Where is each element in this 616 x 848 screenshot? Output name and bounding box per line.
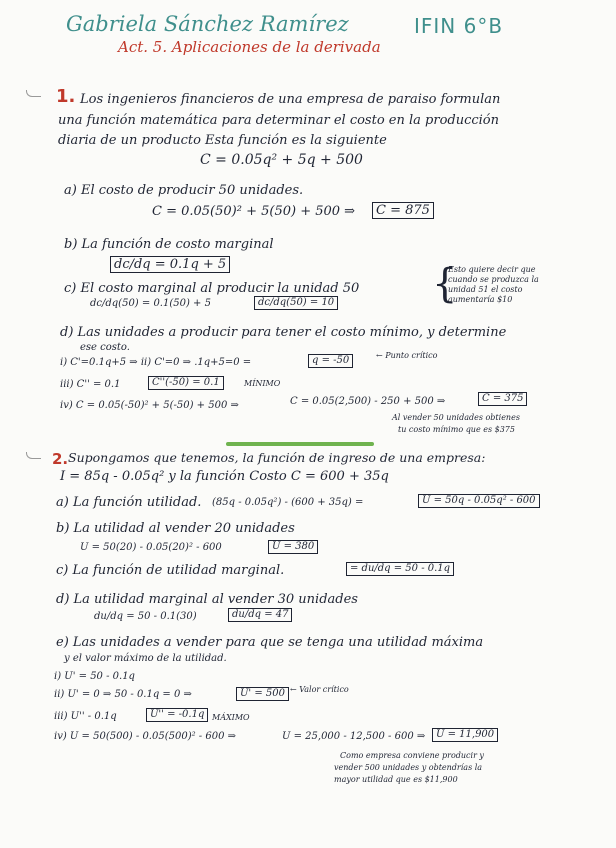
p2-statement: Supongamos que tenemos, la función de ingreso de una empresa: (68, 450, 486, 465)
p2-e-iii: iii) U'' - 0.1q (54, 711, 117, 722)
p2-e-iii-note: MÁXIMO (212, 713, 250, 722)
p2-b-result: U = 380 (268, 540, 318, 554)
p1-d-iii: iii) C'' = 0.1 (60, 379, 121, 390)
p1-d-note-2: tu costo mínimo que es $375 (398, 425, 515, 434)
p1-d-i-note: ← Punto crítico (376, 351, 438, 360)
p1-d-label-2: ese costo. (80, 342, 130, 353)
course-code: IFIN 6°B (414, 14, 504, 38)
p1-statement-line3: diaria de un producto Esta función es la siguiente (58, 133, 387, 148)
p1-c-result: dc/dq(50) = 10 (254, 296, 338, 310)
p1-c-note-4: aumentaría $10 (448, 295, 513, 304)
section-divider (226, 442, 374, 446)
brace: { (432, 261, 458, 307)
p1-c-note-1: Esto quiere decir que (448, 265, 536, 274)
p1-a-work: C = 0.05(50)² + 5(50) + 500 ⇒ (152, 204, 356, 219)
margin-mark (26, 90, 41, 97)
p1-d-iv: iv) C = 0.05(-50)² + 5(-50) + 500 ⇒ (60, 400, 239, 411)
cost-function: C = 0.05q² + 5q + 500 (200, 152, 363, 168)
p1-d-iii-note: MÍNIMO (244, 379, 281, 388)
p1-c-label: c) El costo marginal al producir la unidad 50 (64, 281, 360, 296)
p1-d-iii-box: C''(-50) = 0.1 (148, 376, 224, 390)
p2-e-iv: iv) U = 50(500) - 0.05(500)² - 600 ⇒ (54, 731, 236, 742)
p1-c-note-2: cuando se produzca la (448, 275, 539, 284)
p2-d-result: du/dq = 47 (228, 608, 292, 622)
p2-d-label: d) La utilidad marginal al vender 30 unidades (56, 592, 358, 607)
p2-e-ii-note: ← Valor crítico (290, 685, 349, 694)
p1-a-label: a) El costo de producir 50 unidades. (64, 183, 304, 198)
p2-b-work: U = 50(20) - 0.05(20)² - 600 (80, 542, 222, 553)
p2-a-label: a) La función utilidad. (56, 495, 202, 510)
activity-title: Act. 5. Aplicaciones de la derivada (118, 38, 381, 56)
p2-e-iv-work: U = 25,000 - 12,500 - 600 ⇒ (282, 731, 426, 742)
p1-d-iv-work: C = 0.05(2,500) - 250 + 500 ⇒ (290, 396, 446, 407)
p1-statement-line1: Los ingenieros financieros de una empresa de paraiso formulan (80, 92, 501, 107)
p2-e-iv-result: U = 11,900 (432, 728, 498, 742)
p2-functions: I = 85q - 0.05q² y la función Costo C = 600 + 35q (60, 469, 389, 484)
p2-a-result: U = 50q - 0.05q² - 600 (418, 494, 540, 508)
p2-e-iii-box: U'' = -0.1q (146, 708, 208, 722)
p1-c-note-3: unidad 51 el costo (448, 285, 523, 294)
p2-c-label: c) La función de utilidad marginal. (56, 563, 285, 578)
p2-a-work: (85q - 0.05q²) - (600 + 35q) = (212, 497, 364, 508)
p2-e-note-3: mayor utilidad que es $11,900 (334, 775, 458, 784)
p2-d-work: du/dq = 50 - 0.1(30) (94, 611, 197, 622)
p2-e-label-2: y el valor máximo de la utilidad. (64, 653, 227, 664)
p2-e-i: i) U' = 50 - 0.1q (54, 671, 135, 682)
p1-c-work: dc/dq(50) = 0.1(50) + 5 (90, 298, 211, 309)
problem-2-number: 2. (52, 450, 69, 468)
p2-e-label-1: e) Las unidades a vender para que se tenga una utilidad máxima (56, 635, 484, 650)
p1-d-note-1: Al vender 50 unidades obtienes (392, 413, 520, 422)
author-name: Gabriela Sánchez Ramírez (66, 12, 349, 36)
p2-c-result: = du/dq = 50 - 0.1q (346, 562, 454, 576)
p1-d-label-1: d) Las unidades a producir para tener el costo mínimo, y determine (60, 325, 507, 340)
p1-d-i-result: q = -50 (308, 354, 353, 368)
margin-mark (26, 452, 41, 459)
p2-b-label: b) La utilidad al vender 20 unidades (56, 521, 295, 536)
p2-e-ii-result: U' = 500 (236, 687, 289, 701)
p2-e-ii: ii) U' = 0 ⇒ 50 - 0.1q = 0 ⇒ (54, 689, 192, 700)
p2-e-note-1: Como empresa conviene producir y (340, 751, 484, 760)
problem-1-number: 1. (56, 86, 76, 107)
p1-statement-line2: una función matemática para determinar el costo en la producción (58, 113, 500, 128)
p1-b-label: b) La función de costo marginal (64, 237, 274, 252)
p1-b-result: dc/dq = 0.1q + 5 (110, 256, 230, 273)
p1-d-iv-result: C = 375 (478, 392, 527, 406)
p2-e-note-2: vender 500 unidades y obtendrías la (334, 763, 483, 772)
p1-a-result: C = 875 (372, 202, 434, 219)
p1-d-i: i) C'=0.1q+5 ⇒ ii) C'=0 ⇒ .1q+5=0 = (60, 357, 252, 368)
